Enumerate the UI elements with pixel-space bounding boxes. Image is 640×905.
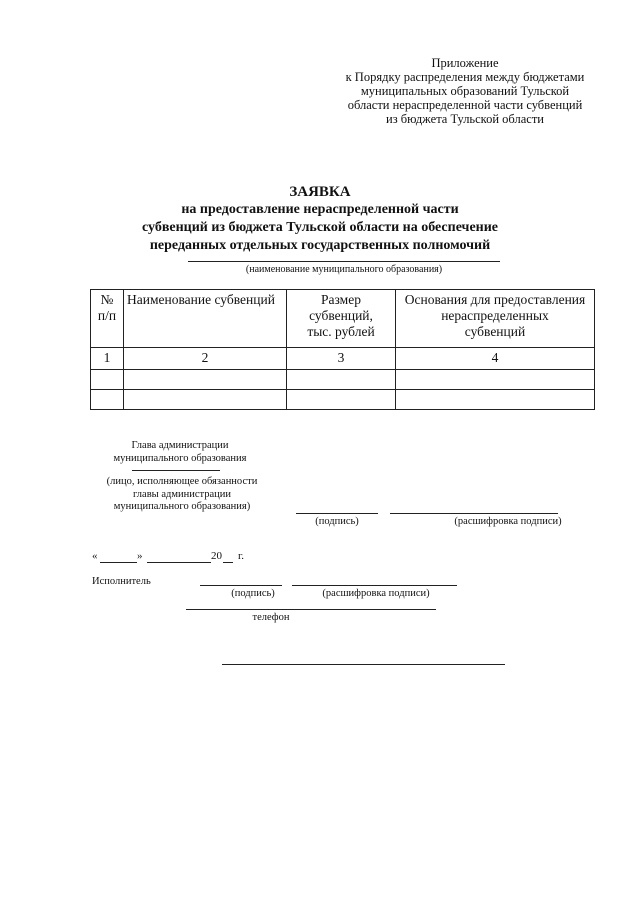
title-line: переданных отдельных государственных полномочий bbox=[149, 238, 491, 253]
date-year-field[interactable] bbox=[223, 562, 233, 563]
head-decoding-caption: (расшифровка подписи) bbox=[454, 516, 562, 527]
head-title-line: муниципального образования bbox=[113, 452, 247, 464]
head-title-separator bbox=[132, 470, 220, 471]
title-line: субвенций из бюджета Тульской области на обеспечение bbox=[141, 220, 499, 235]
header-text: тыс. рублей bbox=[307, 324, 375, 339]
table-cell[interactable] bbox=[91, 390, 124, 410]
appendix-line: муниципальных образований Тульской bbox=[360, 84, 570, 98]
municipality-name-line[interactable] bbox=[188, 261, 500, 262]
table-cell: 4 bbox=[396, 348, 595, 370]
table-numbering-row bbox=[91, 348, 595, 370]
header-text: Размер bbox=[321, 292, 361, 307]
table-cell[interactable] bbox=[91, 370, 124, 390]
head-alt-block bbox=[82, 476, 282, 514]
head-decoding-line[interactable] bbox=[390, 513, 558, 514]
header-text: Наименование субвенций bbox=[127, 292, 275, 307]
header-subsidy-amount bbox=[287, 290, 396, 348]
title-line: на предоставление нераспределенной части bbox=[181, 202, 459, 217]
executor-signature-line[interactable] bbox=[200, 585, 282, 586]
head-title-block bbox=[90, 440, 270, 465]
date-year-prefix: 20 bbox=[211, 550, 222, 562]
executor-phone-caption: телефон bbox=[252, 612, 290, 623]
executor-decoding-line[interactable] bbox=[292, 585, 457, 586]
table-row[interactable] bbox=[91, 390, 595, 410]
table-cell[interactable] bbox=[124, 370, 287, 390]
head-title-line: Глава администрации bbox=[131, 440, 229, 451]
header-number bbox=[91, 290, 124, 348]
table-cell: 3 bbox=[287, 348, 396, 370]
date-day-field[interactable] bbox=[100, 562, 137, 563]
subsidies-table bbox=[90, 289, 595, 410]
appendix-block bbox=[300, 56, 630, 126]
table-cell[interactable] bbox=[287, 390, 396, 410]
header-grounds bbox=[396, 290, 595, 348]
executor-signature-caption: (подпись) bbox=[231, 588, 275, 599]
head-alt-line: главы администрации bbox=[133, 488, 231, 500]
closing-rule bbox=[222, 664, 505, 665]
table-cell: 2 bbox=[124, 348, 287, 370]
header-text: № bbox=[100, 292, 114, 307]
table-cell[interactable] bbox=[287, 370, 396, 390]
head-signature-line[interactable] bbox=[296, 513, 378, 514]
date-month-field[interactable] bbox=[147, 562, 211, 563]
header-text: Основания для предоставления bbox=[404, 292, 586, 307]
table-cell: 1 bbox=[91, 348, 124, 370]
date-close-quote: » bbox=[137, 550, 143, 562]
appendix-line: Приложение bbox=[431, 56, 499, 70]
executor-phone-line[interactable] bbox=[186, 609, 436, 610]
municipality-caption: (наименование муниципального образования) bbox=[245, 264, 443, 275]
executor-label: Исполнитель bbox=[92, 576, 151, 587]
table-cell[interactable] bbox=[396, 370, 595, 390]
appendix-line: из бюджета Тульской области bbox=[386, 112, 544, 126]
head-alt-line: (лицо, исполняющее обязанности bbox=[106, 476, 258, 487]
header-subsidy-name bbox=[124, 290, 287, 348]
header-text: субвенций bbox=[464, 324, 526, 339]
table-cell[interactable] bbox=[124, 390, 287, 410]
header-text: нераспределенных bbox=[441, 308, 549, 323]
header-text: п/п bbox=[97, 308, 117, 323]
executor-decoding-caption: (расшифровка подписи) bbox=[322, 588, 430, 599]
table-cell[interactable] bbox=[396, 390, 595, 410]
head-alt-line: муниципального образования) bbox=[113, 501, 251, 512]
head-signature-caption: (подпись) bbox=[315, 516, 359, 527]
title-heading: ЗАЯВКА bbox=[289, 184, 351, 200]
appendix-line: к Порядку распределения между бюджетами bbox=[345, 70, 585, 84]
date-year-suffix: г. bbox=[238, 550, 245, 562]
date-line bbox=[92, 550, 292, 564]
date-open-quote: « bbox=[92, 550, 98, 562]
header-text: субвенций, bbox=[309, 308, 373, 323]
document-title bbox=[100, 183, 540, 255]
table-row[interactable] bbox=[91, 370, 595, 390]
appendix-line: области нераспределенной части субвенций bbox=[347, 98, 583, 112]
table-header-row bbox=[91, 290, 595, 348]
